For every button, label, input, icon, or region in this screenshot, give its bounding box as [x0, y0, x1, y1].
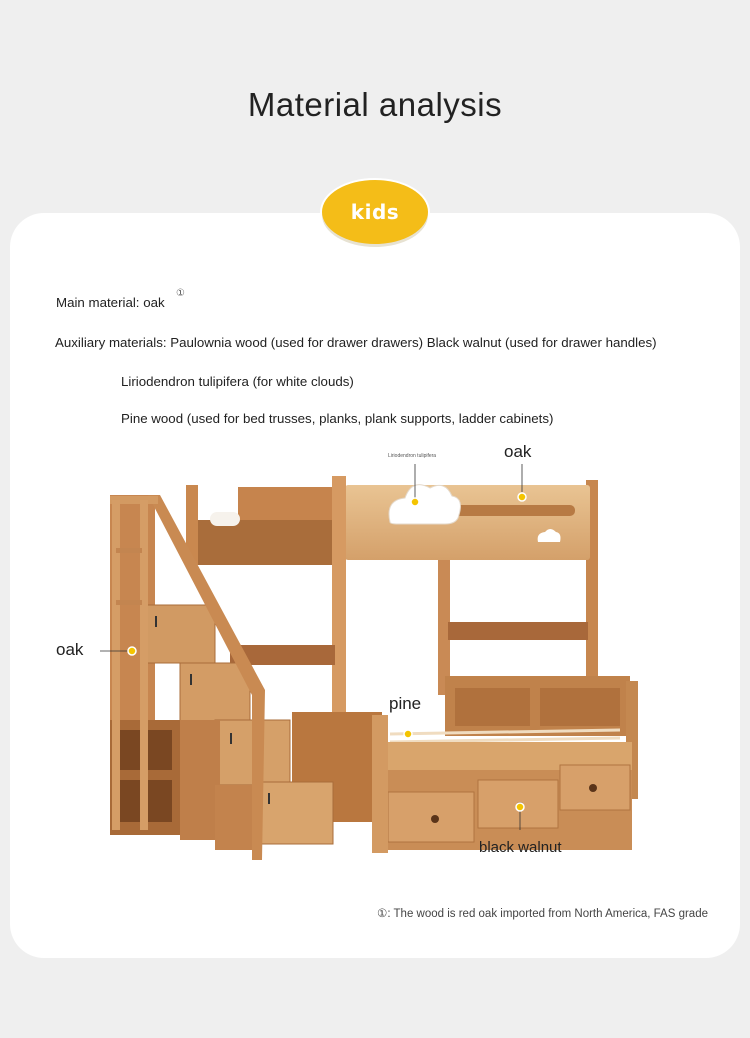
upper-headboard	[345, 485, 590, 560]
footnote-text: ①: The wood is red oak imported from North America, FAS grade	[377, 908, 708, 920]
footnote-mark: ①	[176, 288, 185, 299]
black-walnut-callout-label: black walnut	[479, 839, 562, 856]
marker-oak-top	[518, 493, 526, 501]
marker-liriodendron	[411, 498, 419, 506]
main-material-text: Main material: oak	[56, 295, 165, 310]
front-post	[332, 476, 346, 736]
marker-black-walnut	[516, 803, 524, 811]
pine-callout-label: pine	[389, 694, 422, 713]
liriodendron-callout-label: Liriodendron tulipifera	[388, 453, 437, 459]
auxiliary-materials-text: Auxiliary materials: Paulownia wood (used for drawer drawers) Black walnut (used for drawer handles)	[55, 335, 657, 350]
oak-left-callout-label: oak	[56, 640, 84, 659]
liriodendron-text: Liriodendron tulipifera (for white clouds)	[121, 374, 354, 389]
oak-top-callout-label: oak	[504, 442, 532, 461]
marker-pine	[404, 730, 412, 738]
lower-front-post	[372, 715, 388, 853]
page-title: Material analysis	[247, 86, 503, 123]
pine-wood-text: Pine wood (used for bed trusses, planks, plank supports, ladder cabinets)	[121, 411, 554, 426]
marker-oak-left	[128, 647, 136, 655]
bunk-bed-illustration	[0, 440, 750, 880]
walnut-handle	[431, 815, 439, 823]
kids-badge: kids	[322, 180, 428, 244]
